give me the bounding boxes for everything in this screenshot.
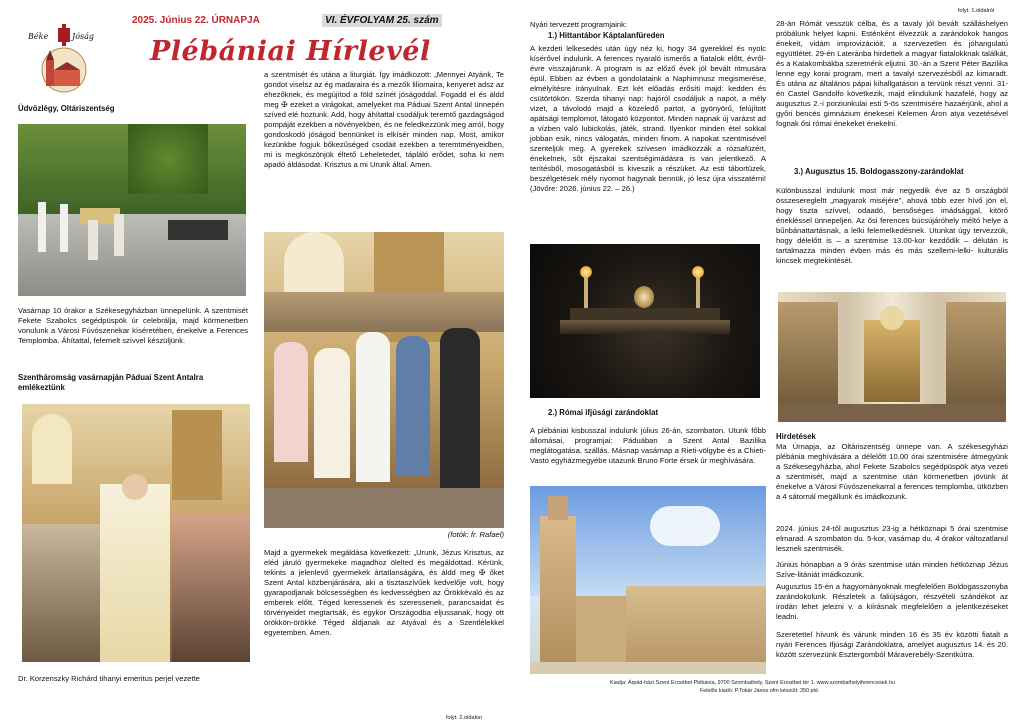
newsletter-title: Plébániai Hírlevél [150, 36, 431, 67]
announcement-2: 2024. június 24-től augusztus 23-ig a hétköznapi 5 órai szentmise elmarad. A szombaton du. 5-kor, vasárnap du. 4 órakor változatlanul lesznek szentmisék. [776, 524, 1008, 554]
announcements-title: Hirdetések [776, 432, 816, 441]
announcement-5: Szeretettel hívunk és várunk minden 16 és 35 év közötti fiatalt a nyári Ferences Ifjúsági Zarándoklatra, amelyet augusztus 14. és 20. között szervezünk Esztergomból Máraverebély-Szentkútra. [776, 630, 1008, 660]
adoration-candles-photo [530, 244, 760, 398]
basilica-interior-photo [778, 292, 1006, 422]
col1-paragraph: Vasárnap 10 órakor a Székesegyházban ünnepelünk. A szentmisét Fekete Szabolcs segédpüspök úr celebrálja, majd körmenetben vonulunk a Városi Fúvószenekar kíséretében, énekelve a Ferences Templomba. Áhítattal, felemelt szívvel készüljünk. [18, 306, 248, 346]
continued-from-note: folyt. 1.oldalról [958, 8, 995, 14]
children-blessing-prayer: Majd a gyermekek megáldása következett: „Urunk, Jézus Krisztus, az eléd járuló gyermekeke magadhoz ölelted és megáldottad. Kérünk, tekints a jelenlevő gyermekek ártatlanságára, és áldd meg ✠ őket Szent Antal közbenjárására, aki a tisztaszívűek kedvelője volt, hogy gyarapodjanak bölcsességben és kedvességben az Örökkévaló és az emberek előtt. Téged keressenek és szeressenek, parancsaidat és törvényeidet megtartsák, és egykor Országodba eljussanak, hogy ott örökkön-örökké Téged áldjanak az Atyával és a Szentlélekkel egyetemben. Amen. [264, 548, 504, 638]
announcement-1: Ma Úrnapja, az Oltáriszentség ünnepe van. A székesegyházi plébánia meghívására a délelőtt 10.00 órai szentmisére átmegyünk a Székesegyházba, ahol Fekete Szabolcs segédpüspök atya vezeti a szentmisét, majd a szentmise után körmenetben jövünk át énekelve a Városi Fúvószenekarral a ferences templomba, ütközben a 4 sátornál megállunk és imádkozunk. [776, 442, 1008, 502]
announcement-3: Június hónapban a 9 órás szentmise után minden hétköznap Jézus Szíve-litániát imádkozunk. [776, 560, 1008, 580]
continued-note: folyt. 2.oldalon [446, 715, 483, 721]
procession-photo [18, 124, 246, 296]
cathedral-photo [530, 486, 766, 674]
camp-paragraph: A kezdeti lelkesedés után úgy néz ki, hogy 34 gyerekkel és nyolc kísérővel indulunk. A ferences nyaraló ismerős a fiatalok előtt, évről-évre visszajárunk. A program is az előző évek jól bevált ritmusára épül. Ebben az évben a gondolataink a Naphimnusz megismerése, elmélyítésre irányulnak. Ezt két előadás erősíti majd: kedden és csütörtökön. Szerda tihanyi nap: hajóról csodáljuk a napot, a mély vizet, a távolodó majd a közeledő partot, a gyönyörű, felújított apátsági templomot, látogató központot. Minden napnak új varázst ad a vízben való lubickolás, játék, strand. Ilyenkor minden étel sokkal jobban esik, nincs válogatás, minden finom. A napokat szentmisével szenteljük meg. A gyerekek szívesen imádkozzák a rózsafüzért, énekelnek, sőt éjszakai szentségimádásra is van jelentkező. A terítésből, mosogatásból is kiveszik a részüket. Az esti tábortüzek, beszélgetések mély nyomot hagynak bennük, jó lesz újra visszatérni! (Jövőre: 2026. június 22. – 26.) [530, 44, 766, 194]
anthony-heading: Szentháromság vasárnapján Páduai Szent Antalra emlékeztünk [18, 373, 204, 393]
rome-continued-paragraph: 28-án Rómát vesszük célba, és a tavaly jól bevált szálláshelyen próbálunk helyet kapni. Esténként élvezzük a zarándokok hangos énekeit, vidám improvizációit, a szervezetlen és jóhangulatú együttlétet. 29-én Lateránba hirdettek a magyar fiatalokknak találkát, és a Katakombákba szeretnénk eljutni. 30.-án a Szent Péter Bazilika lenne egy korai program, mert a tavalyi szervezésből az kimaradt. És utána az általános pápai kihallgatáson a tervünk részt venni. 31-én Castel Gandolfo következik, majd elindulunk hazafelé, hogy az augusztus 2.-i porziunkulai esti 5-ös szentmisére hazaérjünk, ahol a győri bencés gimnázium énekesei Kelemen Áron atya vezetésével fognak ősi római énekeket énekelni. [776, 19, 1008, 129]
summer-programs-intro: Nyári tervezett programjaink: [530, 20, 628, 29]
announcement-4: Augusztus 15-én a hagyományoknak megfelelően Boldogasszonyba zarándokolunk. Részletek a faliújságon, részvételi szándékot az irodán lehet jelezni v. a kiírásnak megfelelően a jelentkezéseket leadni. [776, 582, 1008, 622]
issue-date: 2025. Június 22. ÚRNAPJA [132, 15, 260, 26]
boldogasszony-paragraph: Különbusszal indulunk most már negyedik éve az 5 országból összeseregleltt „magyarok miséjére”, ahová több ezer hívő jön el, hogy tiszta szívvel, odaadó, bensőséges imádsággal, kitörő énekléssel ünnepeljen. Az ősi ferences búcsújáróhely méltó helye a bűnbánattartásnak, a lelki felemelkedésnek. Utunkat úgy tervezzük, hogy délelőtt is – a szentmise 13.00-kor kezdődik – délután is tartalmazza minden évben más és más szellemi-lelki- kulturális kincsek megtekintését. [776, 186, 1008, 266]
logo-left-text: Béke [28, 32, 49, 41]
boldogasszony-heading: 3.) Augusztus 15. Boldogasszony-zarándoklat [794, 167, 964, 176]
responsible-editor-footer: Felelős kiadó: P.Tokár János ofm készült: 350 pld. [700, 688, 820, 694]
priest-photo-caption: Dr. Korzenszky Richárd tihanyi emeritus perjel vezette [18, 674, 200, 683]
issue-volume: VI. ÉVFOLYAM 25. szám [322, 14, 442, 27]
flower-blessing-prayer: a szentmisét és utána a liturgiát. Így imádkozott: „Mennyei Atyánk, Te gondot viselsz az ég madaraira és a mezők liliomaira, kenyeret adsz az éhezőknek, és megújítod a föld színét jóságoddal. Fogadd el és áldd meg ✠ ezeket a virágokat, amelyeket ma Páduai Szent Antal ünnepén szíved elé hoztunk. Add, hogy áhítattal csodáljuk teremtő gazdagságod pompáját ezekben a növényekben, és ne feledkezzünk meg arról, hogy gondoskodó jóságod bennünket is elkísér minden nap. Most, amikor kezünkbe fogjuk bőkezűséged csodáit ezekben a teremtményeidben, mi is megkószönjük éltető Leheletedet, tápláló erődet, soha ki nem apadó áldásodat. Krisztus a mi Urunk által. Amen. [264, 70, 504, 170]
logo-right-text: Jóság [72, 32, 95, 41]
rome-heading: 2.) Római ifjúsági zarándoklat [548, 408, 659, 417]
publisher-footer: Kiadja: Árpád-házi Szent Erzsébet Plébánia, 9700 Szombathely, Szent Erzsébet tér 1. www.szombathelyiferencesek.hu [610, 680, 895, 686]
greeting-heading: Üdvözlégy, Oltáriszentség [18, 104, 115, 113]
rome-paragraph: A plébániai kisbusszal indulunk július 26-án, szombaton. Utunk főbb állomásai, programjai: Páduában a Szent Antal Bazilika meglátogatása, szállás. Másnap vasárnap a Rieti-völgybe és a Chieti-Vasto egyházmegyébe utazunk Bruno Forte érsek úr meghívására. [530, 426, 766, 466]
photo-credit: (fotók: fr. Rafael) [447, 530, 504, 539]
children-flowers-photo [264, 232, 504, 528]
parish-logo [28, 24, 94, 94]
camp-heading: 1.) Hittantábor Káptalanfüreden [548, 31, 665, 40]
priest-blessing-photo [22, 404, 250, 662]
